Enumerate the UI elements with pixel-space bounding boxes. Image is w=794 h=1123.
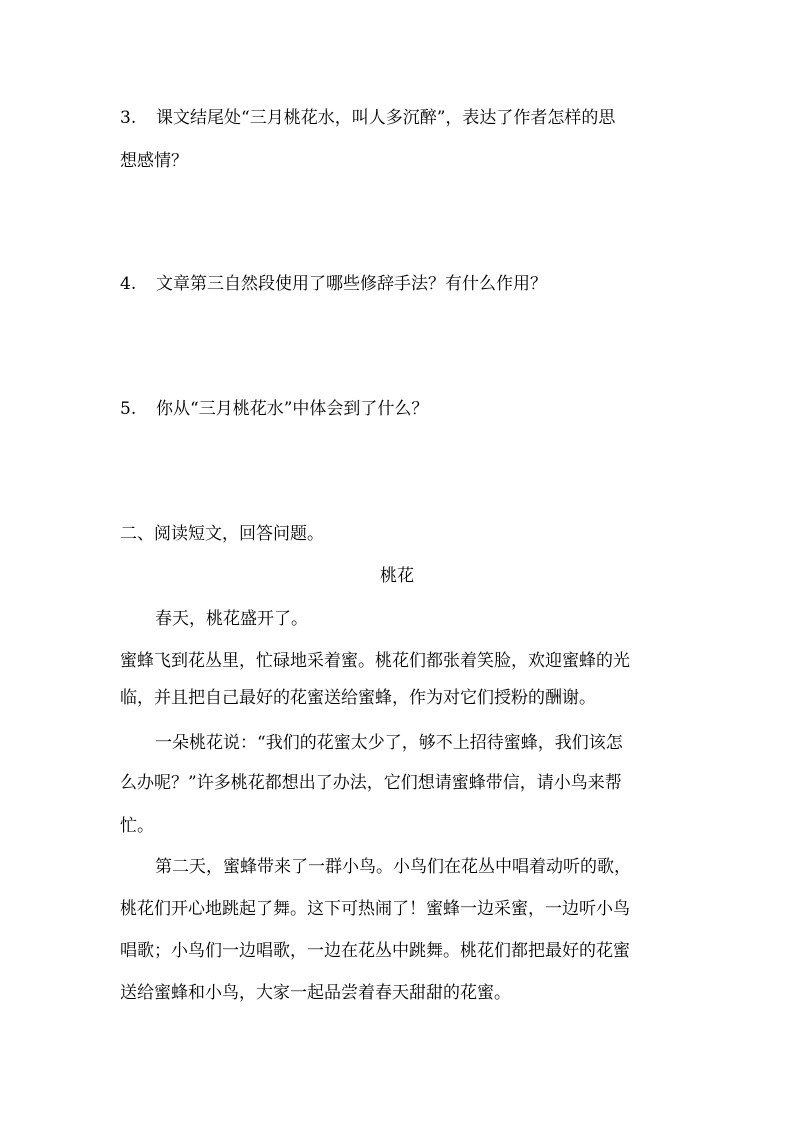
question-5 — [120, 399, 428, 419]
question-text: 文章第三自然段使用了哪些修辞手法？有什么作用？ — [156, 274, 547, 294]
paragraph-4-line-4: 送给蜜蜂和小鸟，大家一起品尝着春天甜甜的花蜜。 — [120, 983, 511, 1003]
paragraph-4-line-2: 桃花们开心地跳起了舞。这下可热闹了！蜜蜂一边采蜜，一边听小鸟 — [120, 899, 630, 919]
paragraph-2-line-1: 蜜蜂飞到花丛里，忙碌地采着蜜。桃花们都张着笑脸，欢迎蜜蜂的光 — [120, 651, 630, 671]
article-title: 桃花 — [380, 566, 414, 586]
question-number: 3. — [120, 108, 137, 128]
question-3-continuation: 想感情？ — [120, 151, 188, 171]
paragraph-3-line-2: 么办呢？”许多桃花都想出了办法，它们想请蜜蜂带信，请小鸟来帮 — [120, 773, 622, 793]
question-4 — [120, 274, 547, 294]
section-heading: 二、阅读短文，回答问题。 — [120, 524, 324, 544]
paragraph-4-line-3: 唱歌；小鸟们一边唱歌，一边在花丛中跳舞。桃花们都把最好的花蜜 — [120, 941, 630, 961]
paragraph-3-line-1: 一朵桃花说：“我们的花蜜太少了，够不上招待蜜蜂，我们该怎 — [155, 733, 623, 753]
question-3 — [120, 108, 615, 128]
paragraph-1-line-1: 春天，桃花盛开了。 — [155, 609, 308, 629]
paragraph-2-line-2: 临，并且把自己最好的花蜜送给蜜蜂，作为对它们授粉的酬谢。 — [120, 688, 596, 708]
paragraph-3-line-3: 忙。 — [120, 816, 154, 836]
question-number: 5. — [120, 399, 137, 419]
question-number: 4. — [120, 274, 137, 294]
question-text: 你从“三月桃花水”中体会到了什么？ — [156, 399, 429, 419]
question-text: 课文结尾处“三月桃花水，叫人多沉醉”，表达了作者怎样的思 — [156, 108, 616, 128]
paragraph-4-line-1: 第二天，蜜蜂带来了一群小鸟。小鸟们在花丛中唱着动听的歌， — [155, 857, 631, 877]
